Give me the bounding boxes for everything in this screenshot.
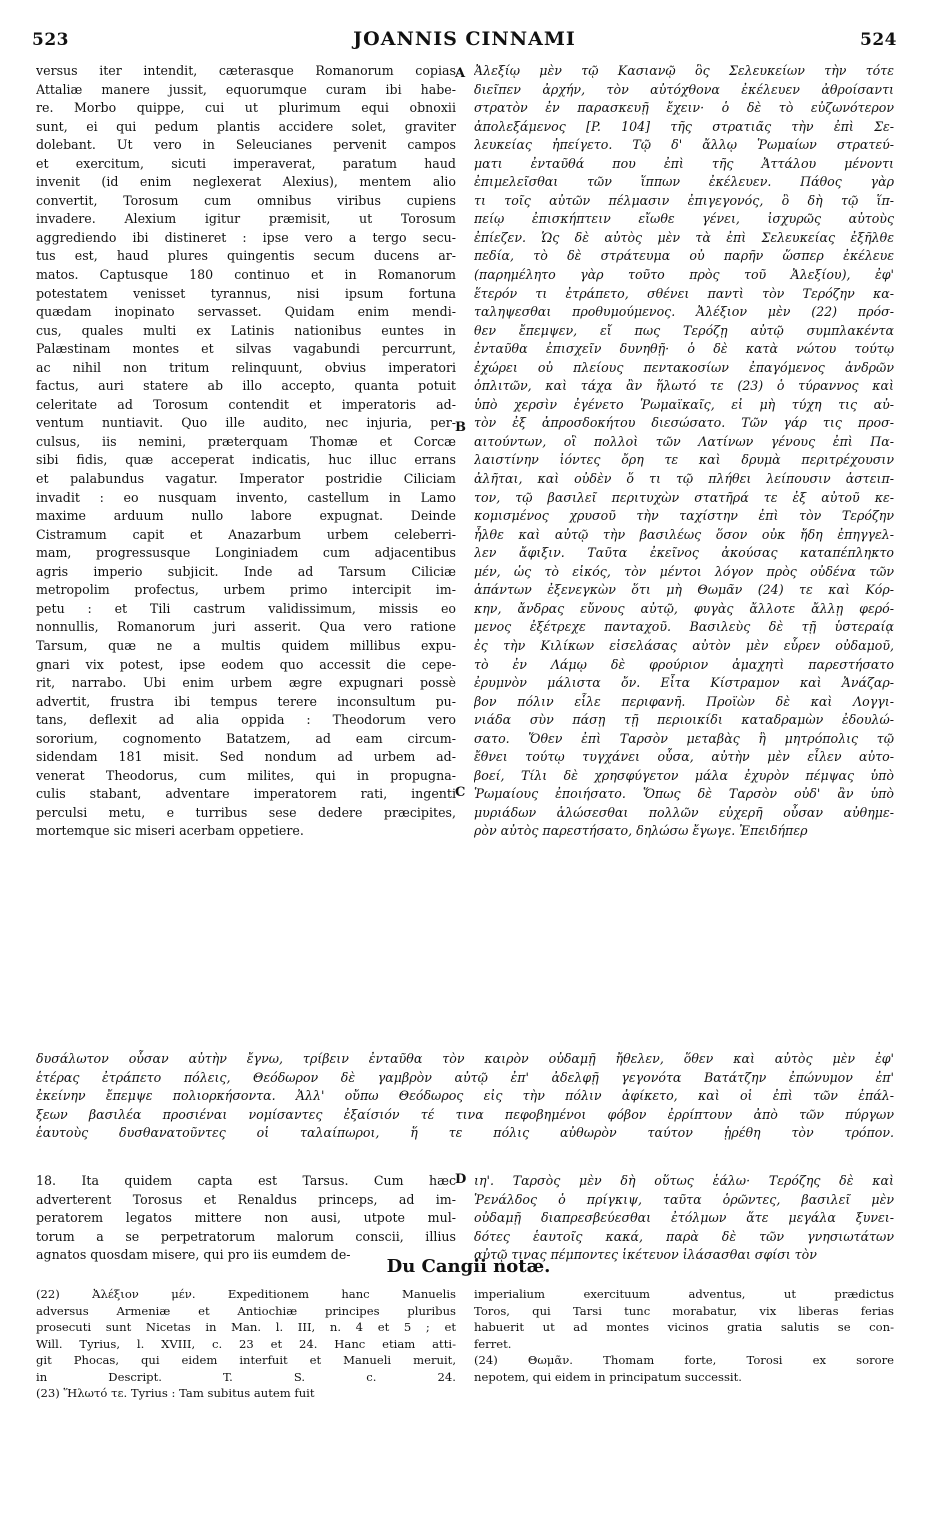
latin-line: Tarsum, quæ ne a multis quidem millibus expu- bbox=[36, 637, 456, 653]
full-width-line: ἑαυτοὺς δυσθανατοῦντες οἱ ταλαίπωροι, ἥ τε πόλις αὐθωρὸν ταύτον ᾑρέθη τὸν τρόπον. bbox=[36, 1125, 894, 1141]
greek-line: ἔθνει τούτῳ τυγχάνει οὖσα, αὐτὴν μὲν εἷλεν αὐτο- bbox=[474, 749, 894, 765]
latin-line: celeritate ad Torosum contendit et imperatoris ad- bbox=[36, 396, 456, 412]
latin-line: agris imperio subjicit. Inde ad Tarsum Ciliciæ bbox=[36, 563, 456, 579]
greek-line: ρὸν αὐτὸς παρεστήσατο, δηλώσω ἔγωγε. Ἐπειδήπερ bbox=[474, 823, 808, 839]
greek-line: στρατὸν ἐν παρασκευῇ ἔχειν· ὁ δὲ τὸ εὐζωνότερον bbox=[474, 100, 894, 116]
latin-line: culsus, iis nemini, præterquam Thomæ et Corcæ bbox=[36, 433, 456, 449]
latin-line: tus est, haud plures quingentis secum ducens ar- bbox=[36, 248, 456, 264]
latin-line: torum a se perpetratorum malorum conscii, illius bbox=[36, 1228, 456, 1244]
latin-line: adverterent Torosus et Renaldus princeps, ad im- bbox=[36, 1191, 456, 1207]
greek-line: οὐδαμῇ διαπρεσβεύεσθαι ἐτόλμων ἅτε μεγάλα ξυνει- bbox=[474, 1210, 894, 1226]
greek-line: δότες ἑαυτοῖς κακά, παρὰ δὲ τῶν γνησιωτάτων bbox=[474, 1228, 894, 1244]
greek-line: ἀλῆται, καὶ οὐδὲν ὅ τι τῷ πλήθει λείπουσιν ἀστειπ- bbox=[474, 471, 894, 487]
greek-line: ἐνταῦθα ἐπισχεῖν δυνηθῇ· ὁ δὲ κατὰ νώτου τούτῳ bbox=[474, 341, 894, 357]
full-width-line: δυσάλωτον οὖσαν αὐτὴν ἔγνω, τρίβειν ἐνταῦθα τὸν καιρὸν οὐδαμῇ ἤθελεν, ὅθεν καὶ αὐτὸς μὲν ἐφ' bbox=[36, 1051, 894, 1066]
footnote-line: (23) Ἥλωτό τε. Tyrius : Tam subitus autem fuit bbox=[36, 1386, 315, 1400]
latin-line: Attaliæ manere jussit, equorumque curam ibi habe- bbox=[36, 81, 456, 97]
right-page-number: 524 bbox=[860, 30, 897, 50]
greek-line: τι τοῖς αὐτῶν πέλμασιν ἐπιγεγονός, ὃ δὴ τῷ ἵπ- bbox=[474, 192, 894, 208]
latin-line: factus, auri statere ab illo accepto, quanta potuit bbox=[36, 378, 456, 394]
latin-line: peratorem legatos mittere non ausi, utpote mul- bbox=[36, 1210, 456, 1226]
greek-line: κην, ἄνδρας εὔνους αὐτῷ, φυγὰς ἄλλοτε ἄλλῃ φερό- bbox=[474, 600, 894, 616]
footnote-line: habuerit ut ad montes vicinos gratia salutis se con- bbox=[474, 1320, 894, 1334]
full-width-line: ἐκείνην ἔπεμψε πολιορκήσοντα. Ἀλλ' οὔπω Θεόδωρος εἰς τὴν πόλιν ἀφίκετο, καὶ οἱ ἐπὶ τῶν ἐπάλ- bbox=[36, 1088, 894, 1104]
latin-line: invenit (id enim neglexerat Alexius), mentem alio bbox=[36, 174, 456, 190]
greek-line: ἐπιμελεῖσθαι τῶν ἵππων ἐκέλευεν. Πάθος γὰρ bbox=[474, 174, 894, 190]
greek-line: ἐπίεζεν. Ὡς δὲ αὐτὸς μὲν τὰ ἐπὶ Σελευκείας ἐξῆλθε bbox=[474, 229, 894, 245]
greek-line: Ἀλεξίῳ μὲν τῷ Κασιανῷ ὃς Σελευκείων τὴν τότε bbox=[474, 63, 894, 78]
greek-line: ὑπὸ χερσὶν ἐγένετο Ῥωμαϊκαῖς, εἰ μὴ τύχη τις αὐ- bbox=[474, 396, 894, 412]
latin-column bbox=[36, 62, 456, 841]
greek-line: αιτούντων, οἳ πολλοὶ τῶν Λατίνων γένους ἐπὶ Πα- bbox=[474, 433, 894, 449]
greek-line: σατο. Ὅθεν ἐπὶ Ταρσὸν μεταβὰς ἣ μητρόπολις τῷ bbox=[474, 730, 894, 746]
greek-line: αὐτῷ τινας πέμποντες ἱκέτευον ἱλάσασθαι σφίσι τὸν bbox=[474, 1247, 817, 1263]
greek-line: πείῳ ἐπισκήπτειν εἴωθε γένει, ἰσχυρῶς αὐτοὺς bbox=[474, 211, 894, 227]
greek-line: Ῥωμαίους ἐποιήσατο. Ὅπως δὲ Ταρσὸν οὐδ' ἂν ὑπὸ bbox=[474, 786, 894, 802]
greek-line: ἕτερόν τι ἐτράπετο, σθένει παντὶ τὸν Τερόζην κα- bbox=[474, 285, 894, 301]
latin-line: nonnullis, Romanorum juri asserit. Qua vero ratione bbox=[36, 619, 456, 635]
greek-line: βοεί, Τίλι δὲ χρησφύγετον μάλα ἐχυρὸν πέμψας ὑπὸ bbox=[474, 767, 894, 783]
greek-line: ἦλθε καὶ αὐτῷ τὴν βασιλέως ὅσον οὐκ ἤδη ἐπηγγελ- bbox=[474, 526, 894, 542]
latin-line: quædam inopinato servasset. Quidam enim mendi- bbox=[36, 304, 456, 320]
latin-line: sidendam 181 misit. Sed nondum ad urbem ad- bbox=[36, 749, 456, 765]
latin-line: aggrediendo ibi distineret : ipse vero a tergo secu- bbox=[36, 229, 456, 245]
page-header bbox=[32, 28, 897, 58]
margin-marker-d: D bbox=[455, 1172, 467, 1187]
latin-line: metropolim profectus, urbem primo intercipit im- bbox=[36, 582, 456, 598]
footnote-line: ferret. bbox=[474, 1336, 512, 1351]
greek-line: (παρημέλητο γὰρ τοῦτο πρὸς τοῦ Ἀλεξίου), ἐφ' bbox=[474, 267, 894, 283]
footnote-line: git Phocas, qui eidem interfuit et Manueli meruit, bbox=[36, 1353, 456, 1367]
latin-line: ac nihil non tritum relinquunt, obvius imperatori bbox=[36, 359, 456, 375]
latin-line: sororium, cognomento Batatzem, ad eam circum- bbox=[36, 730, 456, 746]
greek-line: ματι ἐνταῦθά που ἐπὶ τῆς Ἀττάλου μένοντι bbox=[474, 155, 894, 171]
latin-line: matos. Captusque 180 continuo et in Romanorum bbox=[36, 267, 456, 283]
running-title: JOANNIS CINNAMI bbox=[353, 28, 576, 50]
greek-line: τὸν ἐξ ἀπροσδοκήτου διεσώσατο. Τῶν γάρ τις προσ- bbox=[474, 415, 894, 431]
greek-line: πεδία, τὸ δὲ στράτευμα οὐ παρῆν ὥσπερ ἐκέλευε bbox=[474, 248, 894, 264]
latin-column-section-18 bbox=[36, 1172, 456, 1265]
margin-marker-c: C bbox=[455, 785, 466, 800]
footnote-line: in Descript. T. S. c. 24. bbox=[36, 1369, 456, 1384]
latin-line: Cistramum capit et Anazarbum urbem celeberri- bbox=[36, 526, 456, 542]
greek-line: Ῥενάλδος ὁ πρίγκιψ, ταῦτα ὁρῶντες, βασιλεῖ μὲν bbox=[474, 1191, 894, 1207]
footnote-line: prosecuti sunt Nicetas in Man. l. III, n. 4 et 5 ; et bbox=[36, 1320, 456, 1334]
left-page-number: 523 bbox=[32, 30, 69, 50]
greek-line: λευκείας ἠπείγετο. Τῷ δ' ἄλλῳ Ῥωμαίων στρατεύ- bbox=[474, 137, 894, 153]
greek-line: θεν ἔπεμψεν, εἴ πως Τερόζῃ αὐτῷ συμπλακέντα bbox=[474, 322, 894, 338]
latin-line: sunt, ei qui pedum plantis accidere solet, graviter bbox=[36, 118, 456, 134]
full-width-greek-block bbox=[36, 1050, 894, 1143]
full-width-line: ξεων βασιλέα προσιέναι νομίσαντες ἐξαίσιόν τέ τινα πεφοβημένοι φόβον ἐρρίπτουν ἀπὸ τῶν πύργων bbox=[36, 1106, 894, 1122]
latin-line: sibi fidis, quæ acceperat indicatis, huc illuc errans bbox=[36, 452, 456, 468]
latin-line: gnari vix potest, ipse eodem quo accessit die cepe- bbox=[36, 656, 456, 672]
latin-line: dolebant. Ut vero in Seleucianes pervenit campos bbox=[36, 137, 456, 153]
footnote-line: (22) Ἀλέξιον μέν. Expeditionem hanc Manuelis bbox=[36, 1287, 456, 1301]
footnote-line: imperialium exercituum adventus, ut prædictus bbox=[474, 1287, 894, 1301]
greek-line: ιη'. Ταρσὸς μὲν δὴ οὕτως ἑάλω· Τερόζης δὲ καὶ bbox=[474, 1173, 894, 1188]
footnote-line: (24) Θωμᾶν. Thomam forte, Torosi ex sorore bbox=[474, 1353, 894, 1367]
latin-line: mam, progressusque Longiniadem cum adjacentibus bbox=[36, 545, 456, 561]
latin-line: invadere. Alexium igitur præmisit, ut Torosum bbox=[36, 211, 456, 227]
latin-line: invadit : eo nusquam invento, castellum in Lamo bbox=[36, 489, 456, 505]
latin-line: advertit, frustra ibi tempus terere inconsultum pu- bbox=[36, 693, 456, 709]
latin-line: potestatem venisset tyrannus, nisi ipsum fortuna bbox=[36, 285, 456, 301]
greek-line: ἐς τὴν Κιλίκων εἰσελάσας αὐτὸν μὲν εὗρεν οὐδαμοῦ, bbox=[474, 637, 894, 653]
latin-line: et palabundus vagatur. Imperator postridie Ciliciam bbox=[36, 471, 456, 487]
greek-line: μυριάδων ἁλώσεσθαι πολλῶν εὐχερῆ οὖσαν αὐθημε- bbox=[474, 804, 894, 820]
greek-line: ὁπλιτῶν, καὶ τάχα ἂν ἥλωτό τε (23) ὁ τύραννος καὶ bbox=[474, 378, 894, 394]
greek-line: τὸ ἐν Λάμῳ δὲ φρούριον ἀμαχητὶ παρεστήσατο bbox=[474, 656, 894, 672]
footnote-line: Toros, qui Tarsi tunc morabatur, vix liberas ferias bbox=[474, 1303, 894, 1318]
footnotes-left bbox=[36, 1286, 456, 1402]
greek-line: ἐρυμνὸν μάλιστα ὄν. Εἶτα Κίστραμον καὶ Ἀνάζαρ- bbox=[474, 675, 894, 691]
latin-line: tans, deflexit ad alia oppida : Theodorum vero bbox=[36, 712, 456, 728]
latin-line: maxime arduum nullo labore expugnat. Deinde bbox=[36, 508, 456, 524]
latin-line: agnatos quosdam misere, qui pro iis eumdem de- bbox=[36, 1247, 351, 1263]
latin-line: mortemque sic miseri acerbam oppetiere. bbox=[36, 823, 304, 839]
latin-line: rit, narrabo. Ubi enim urbem ægre expugnari possè bbox=[36, 675, 456, 691]
greek-line: ἁπάντων ἐξενεγκὼν ὅτι μὴ Θωμᾶν (24) τε καὶ Κόρ- bbox=[474, 582, 894, 598]
latin-line: petu : et Tili castrum validissimum, missis eo bbox=[36, 600, 456, 616]
greek-line: διεῖπεν ἀρχήν, τὸν αὐτόχθονα ἐκέλευεν ἀθροίσαντι bbox=[474, 81, 894, 97]
latin-line: re. Morbo quippe, cui ut plurimum equi obnoxii bbox=[36, 100, 456, 116]
margin-marker-a: A bbox=[455, 66, 466, 81]
latin-line: perculsi metu, e turribus sese dedere præcipites, bbox=[36, 804, 456, 820]
greek-line: μέν, ὡς τὸ εἰκός, τὸν μέντοι λόγον πρὸς οὐδένα τῶν bbox=[474, 563, 894, 579]
greek-line: ἐχώρει οὐ πλείους πεντακοσίων ἐπαγόμενος ἀνδρῶν bbox=[474, 359, 894, 375]
latin-line: culis stabant, adventare imperatorem rati, ingenti bbox=[36, 786, 456, 802]
latin-line: et exercitum, sicuti imperaverat, paratum haud bbox=[36, 155, 456, 171]
footnotes-right bbox=[474, 1286, 894, 1385]
greek-line: ταληψεσθαι προθυμούμενος. Ἀλέξιον μὲν (22) πρόσ- bbox=[474, 304, 894, 320]
latin-line: 18. Ita quidem capta est Tarsus. Cum hæc bbox=[36, 1173, 456, 1188]
greek-column bbox=[474, 62, 894, 841]
greek-line: κομισμένος χρυσοῦ τὴν ταχίστην ἐπὶ τὸν Τερόζην bbox=[474, 508, 894, 524]
greek-line: λεν ἄφιξιν. Ταῦτα ἐκεῖνος ἀκούσας καταπέπληκτο bbox=[474, 545, 894, 561]
latin-line: versus iter intendit, cæterasque Romanorum copias bbox=[36, 63, 456, 78]
notes-heading: Du Cangii notæ. bbox=[386, 1256, 551, 1277]
footnote-line: adversus Armeniæ et Antiochiæ principes pluribus bbox=[36, 1303, 456, 1318]
latin-line: ventum nuntiavit. Quo ille audito, nec injuria, per- bbox=[36, 415, 456, 431]
greek-line: βον πόλιν εἷλε περιφανῆ. Προϊὼν δὲ καὶ Λογγι- bbox=[474, 693, 894, 709]
latin-line: convertit, Torosum cum omnibus viribus cupiens bbox=[36, 192, 456, 208]
greek-line: λαιστίνην ἰόντες ὄρη τε καὶ δρυμὰ περιτρέχουσιν bbox=[474, 452, 894, 468]
margin-marker-b: B bbox=[455, 420, 466, 435]
latin-line: Palæstinam montes et silvas vagabundi percurrunt, bbox=[36, 341, 456, 357]
latin-line: cus, quales multi ex Latinis nationibus euntes in bbox=[36, 322, 456, 338]
footnote-line: Will. Tyrius, l. XVIII, c. 23 et 24. Hanc etiam atti- bbox=[36, 1336, 456, 1351]
greek-line: ἀπολεξάμενος [P. 104] τῆς στρατιᾶς τὴν ἐπὶ Σε- bbox=[474, 118, 894, 134]
greek-column-section-18 bbox=[474, 1172, 894, 1265]
greek-line: τον, τῷ βασιλεῖ περιτυχὼν στατῆρά τε ἐξ αὐτοῦ κε- bbox=[474, 489, 894, 505]
greek-line: μενος ἐξέτρεχε πανταχοῦ. Βασιλεὺς δὲ τῇ ὑστεραίᾳ bbox=[474, 619, 894, 635]
footnote-line: nepotem, qui eidem in principatum successit. bbox=[474, 1369, 742, 1384]
greek-line: νιάδα σὺν πάσῃ τῇ περιοικίδι καταδραμὼν ἐδουλώ- bbox=[474, 712, 894, 728]
latin-line: venerat Theodorus, cum milites, qui in propugna- bbox=[36, 767, 456, 783]
full-width-line: ἑτέρας ἐτράπετο πόλεις, Θεόδωρον δὲ γαμβρὸν αὐτῷ ἐπ' ἀδελφῇ γεγονότα Βατάτζην ἐπώνυμον ἐπ' bbox=[36, 1069, 894, 1085]
